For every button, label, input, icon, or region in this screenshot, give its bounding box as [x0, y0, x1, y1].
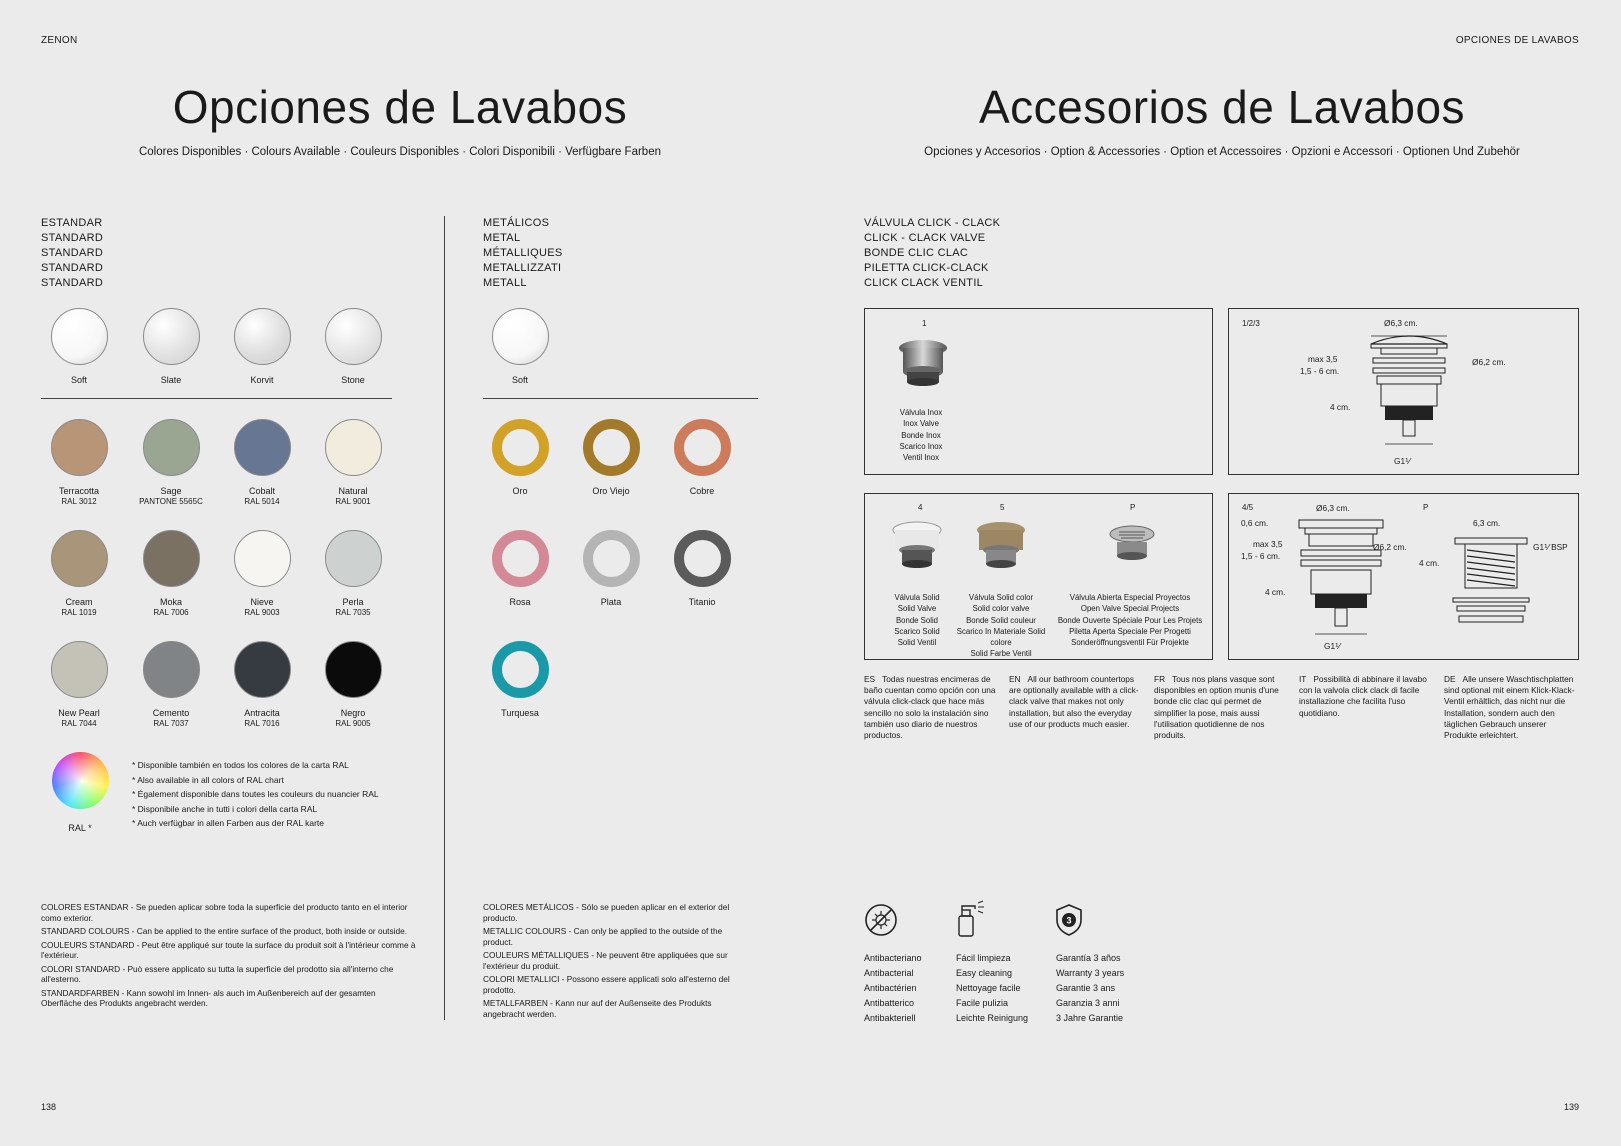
caption-line: Open Valve Special Projects: [1080, 604, 1180, 614]
open-valve-image: [1107, 522, 1157, 566]
divider: [41, 398, 392, 399]
left-page-subtitle: Colores Disponibles · Colours Available · Couleurs Disponibles · Colori Disponibili · Verfügbare Farben: [138, 146, 661, 158]
dim-small: 0,6 cm.: [1241, 518, 1269, 528]
ral-swatch: [10, 752, 150, 834]
caption-line: Piletta Aperta Speciale Per Progetti: [1069, 626, 1191, 636]
right-page-title: Accesorios de Lavabos: [978, 81, 1466, 133]
caption-line: Bonde Solid couleur: [966, 615, 1036, 625]
swatch-code: RAL 7016: [244, 719, 280, 728]
color-dot: [325, 530, 382, 587]
color-dot: [51, 419, 108, 476]
open-valve-caption: [1048, 592, 1212, 648]
ral-note: * Également disponible dans toutes les couleurs du nuancier RAL: [132, 789, 379, 799]
inox-valve-caption: [870, 407, 972, 463]
color-dot: [51, 308, 108, 365]
fine-print-line: METALLFARBEN - Kann nur auf der Außenseite des Produkts angebracht werden.: [483, 998, 712, 1019]
heading-line: METAL: [483, 232, 521, 244]
dim-thread: G1⅟: [1394, 456, 1410, 466]
color-dot: [234, 530, 291, 587]
language-text: Possibilità di abbinare il lavabo con la valvola click clack di facile installazione che facilita l'uso quotidiano.: [1299, 674, 1427, 718]
caption-line: Válvula Solid color: [968, 593, 1034, 602]
feature-label: Leichte Reinigung: [956, 1013, 1029, 1023]
section-name: OPCIONES DE LAVABOS: [1455, 35, 1579, 46]
color-dot: [234, 419, 291, 476]
page-number-right: 139: [1563, 1102, 1579, 1112]
feature-labels: [1056, 951, 1124, 1026]
swatch-name: Perla: [342, 597, 364, 607]
fine-print-line: COLORES METÁLICOS - Sólo se pueden aplicar en el exterior del producto.: [483, 902, 730, 923]
swatch-name: New Pearl: [58, 708, 100, 718]
color-dot: [325, 641, 382, 698]
spray-bottle-icon: [955, 900, 989, 940]
ral-label: RAL *: [68, 823, 92, 833]
feature-label: Antibakteriell: [864, 1013, 916, 1023]
heading-line: PILETTA CLICK-CLACK: [864, 262, 989, 274]
metal-ring: [492, 641, 549, 698]
brand-name: ZENON: [41, 35, 78, 46]
language-code: ES: [864, 674, 876, 684]
language-code: IT: [1299, 674, 1307, 684]
dim-top: Ø6,3 cm.: [1316, 503, 1350, 513]
metal-ring: [492, 419, 549, 476]
swatch-name: Slate: [160, 375, 182, 385]
caption-line: Válvula Solid: [894, 593, 940, 602]
color-dot: [143, 308, 200, 365]
box-number: 4/5: [1242, 503, 1254, 512]
color-dot: [234, 641, 291, 698]
swatch-name: Sage: [160, 486, 182, 496]
antibacterial-icon: [864, 903, 898, 937]
dim-max: max 3,5: [1308, 354, 1338, 364]
language-block: [1444, 674, 1577, 741]
caption-line: Bonde Inox: [901, 430, 941, 440]
metal-ring: [674, 419, 731, 476]
swatch-name: Cobre: [689, 486, 715, 496]
column-divider: [444, 216, 445, 1020]
solid-valve-image: [889, 518, 945, 578]
color-swatch: [283, 419, 423, 507]
color-dot: [325, 419, 382, 476]
box-number: 5: [1000, 503, 1005, 512]
caption-line: Válvula Inox: [899, 408, 943, 417]
swatch-code: RAL 9003: [244, 608, 280, 617]
heading-line: METÁLICOS: [483, 217, 550, 229]
caption-line: Bonde Ouverte Spéciale Pour Les Projets: [1057, 615, 1203, 625]
metal-ring: [492, 530, 549, 587]
swatch-name: Oro: [512, 486, 528, 496]
color-dot: [51, 641, 108, 698]
dim-p-thread: G1⅟ BSP: [1533, 542, 1568, 552]
color-swatch: [283, 641, 423, 729]
color-swatch: [283, 308, 423, 386]
swatch-name: Stone: [341, 375, 365, 385]
language-code: DE: [1444, 674, 1456, 684]
language-code: FR: [1154, 674, 1166, 684]
feature-label: Fácil limpieza: [956, 953, 1011, 963]
swatch-name: Moka: [159, 597, 182, 607]
heading-line: BONDE CLIC CLAC: [864, 247, 969, 259]
swatch-code: RAL 3012: [61, 497, 97, 506]
right-page-subtitle: Opciones y Accesorios · Option & Accessories · Option et Accessoires · Opzioni e Accessori · Optionen Und Zubehör: [924, 146, 1520, 158]
ral-note: * Disponible también en todos los colores de la carta RAL: [132, 760, 349, 770]
feature-label: Garanzia 3 anni: [1056, 998, 1120, 1008]
swatch-name: Cream: [65, 597, 93, 607]
language-code: EN: [1009, 674, 1021, 684]
left-page-title: Opciones de Lavabos: [172, 81, 628, 133]
swatch-name: Antracita: [244, 708, 280, 718]
fine-print-line: COLORES ESTANDAR - Se pueden aplicar sobre toda la superficie del producto tanto en el interior como exterior.: [41, 902, 408, 923]
color-dot: [143, 641, 200, 698]
heading-line: STANDARD: [41, 262, 104, 274]
caption-line: Sonderöffnungsventil Für Projekte: [1071, 638, 1189, 648]
page-number-left: 138: [41, 1102, 57, 1112]
feature-label: Antibatterico: [864, 998, 915, 1008]
feature-label: Facile pulizia: [956, 998, 1009, 1008]
valve-box-solid: [864, 493, 1213, 660]
swatch-name: Korvit: [250, 375, 274, 385]
caption-line: Solid Farbe Ventil: [970, 649, 1032, 659]
language-block: [1009, 674, 1142, 730]
swatch-name: Negro: [340, 708, 366, 718]
feature-label: Antibacterial: [864, 968, 914, 978]
feature-label: Easy cleaning: [956, 968, 1013, 978]
metal-ring: [583, 419, 640, 476]
feature-label: Nettoyage facile: [956, 983, 1021, 993]
box-number: 4: [918, 503, 923, 512]
caption-line: Scarico In Materiale Solid colore: [956, 626, 1046, 648]
standard-fine-print: [41, 902, 416, 1012]
caption-line: Scarico Inox: [899, 441, 943, 451]
dim-right: Ø6,2 cm.: [1472, 357, 1506, 367]
swatch-code: RAL 9005: [335, 719, 371, 728]
feature-labels: [864, 951, 922, 1026]
swatch-code: RAL 7006: [153, 608, 189, 617]
heading-line: METALLIZZATI: [483, 262, 562, 274]
metal-fine-print: [483, 902, 743, 1022]
box-number: 1: [922, 319, 927, 328]
valve-diagram-box: [1228, 308, 1579, 475]
caption-line: Solid Valve: [897, 604, 937, 614]
dim-p-height: 4 cm.: [1419, 558, 1440, 568]
feature-label: Garantie 3 ans: [1056, 983, 1116, 993]
valve-diagram-box-2: [1228, 493, 1579, 660]
caption-line: Ventil Inox: [903, 453, 939, 463]
swatch-code: RAL 5014: [244, 497, 280, 506]
swatch-code: PANTONE 5565C: [139, 497, 203, 506]
caption-line: Solid Ventil: [897, 638, 937, 648]
swatch-code: RAL 7035: [335, 608, 371, 617]
swatch-name: Cobalt: [248, 486, 275, 496]
fine-print-line: COULEURS STANDARD - Peut être appliqué sur toute la surface du produit soit à l'intérieur comme à l'extérieur.: [41, 939, 416, 960]
feature-label: Garantía 3 años: [1056, 953, 1121, 963]
swatch-code: RAL 1019: [61, 608, 97, 617]
box-number: P: [1423, 503, 1429, 512]
solid-valve-diagram: [1291, 512, 1391, 652]
swatch-code: RAL 7044: [61, 719, 97, 728]
heading-line: STANDARD: [41, 232, 104, 244]
ral-notes: [132, 758, 379, 831]
swatch-name: Nieve: [250, 597, 274, 607]
color-swatch: [283, 530, 423, 618]
swatch-name: Titanio: [688, 597, 716, 607]
caption-line: Bonde Solid: [895, 615, 939, 625]
color-dot: [325, 308, 382, 365]
box-number: 1/2/3: [1242, 319, 1260, 328]
feature-label: Antibacteriano: [864, 953, 922, 963]
color-dot: [51, 530, 108, 587]
solid-color-valve-caption: [949, 592, 1053, 660]
dim-height: 4 cm.: [1330, 402, 1351, 412]
color-swatch: [632, 530, 772, 608]
feature-label: 3 Jahre Garantie: [1056, 1013, 1124, 1023]
heading-line: STANDARD: [41, 247, 104, 259]
language-text: Todas nuestras encimeras de baño cuentan como opción con una válvula click-clack que hace más sencillo no solo la instalación sino también uso diario de nuestros productos.: [864, 674, 996, 741]
language-block: [864, 674, 997, 741]
caption-line: Inox Valve: [903, 419, 939, 429]
metal-heading: [483, 216, 563, 291]
heading-line: CLICK - CLACK VALVE: [864, 232, 986, 244]
swatch-name: Oro Viejo: [592, 486, 630, 496]
dim-height: 4 cm.: [1265, 587, 1286, 597]
solid-color-valve-image: [973, 518, 1029, 578]
swatch-name: Rosa: [509, 597, 531, 607]
fine-print-line: COULEURS MÉTALLIQUES - Ne peuvent être appliquées que sur l'extérieur du produit.: [483, 950, 728, 971]
ral-note: * Auch verfügbar in allen Farben aus der RAL karte: [132, 818, 324, 828]
heading-line: STANDARD: [41, 277, 104, 289]
heading-line: ESTANDAR: [41, 217, 103, 229]
color-dot: [492, 308, 549, 365]
open-valve-diagram: [1451, 534, 1531, 634]
metal-ring: [674, 530, 731, 587]
feature-labels: [956, 951, 1028, 1026]
fine-print-line: COLORI STANDARD - Può essere applicato su tutta la superficie del prodotto sia all'interno che all'esterno.: [41, 963, 394, 984]
ral-note: * Also available in all colors of RAL chart: [132, 774, 284, 785]
heading-line: METALL: [483, 277, 527, 289]
dim-range: 1,5 - 6 cm.: [1300, 366, 1340, 376]
fine-print-line: METALLIC COLOURS - Can only be applied to the outside of the product.: [483, 926, 723, 947]
color-dot: [143, 419, 200, 476]
dim-thread: G1⅟: [1324, 641, 1340, 651]
standard-heading: [41, 216, 103, 291]
metal-ring: [583, 530, 640, 587]
fine-print-line: STANDARDFARBEN - Kann sowohl im Innen- als auch im Außenbereich auf der gesamten Oberfläche des Produkts angebracht werden.: [41, 987, 376, 1008]
dim-max: max 3,5: [1253, 539, 1283, 549]
box-number: P: [1130, 503, 1136, 512]
language-block: [1154, 674, 1287, 741]
swatch-code: RAL 7037: [153, 719, 189, 728]
feature-label: Antibactérien: [864, 983, 917, 993]
heading-line: VÁLVULA CLICK - CLACK: [864, 217, 1001, 229]
swatch-name: Soft: [70, 375, 87, 385]
valve-box-inox: [864, 308, 1213, 475]
color-swatch: [450, 308, 590, 386]
heading-line: CLICK CLACK VENTIL: [864, 277, 984, 289]
fine-print-line: COLORI METALLICI - Possono essere applicati solo all'esterno del prodotto.: [483, 974, 730, 995]
shield-icon: [1054, 903, 1084, 937]
language-text: Alle unsere Waschtischplatten sind optional mit einem Klick-Klack-Ventil erhältlich, das nicht nur die Installation, sondern auch den täglichen Gebrauch unserer Produkte erleichtert.: [1444, 674, 1575, 741]
swatch-name: Cemento: [152, 708, 190, 718]
shield-badge: 3: [1066, 915, 1072, 926]
swatch-name: Natural: [338, 486, 368, 496]
dim-range: 1,5 - 6 cm.: [1241, 551, 1281, 561]
divider: [483, 398, 758, 399]
valve-heading: [864, 216, 1000, 291]
caption-line: Válvula Abierta Especial Proyectos: [1069, 593, 1191, 602]
language-text: All our bathroom countertops are optionally available with a click-clack valve that makes not only installation, but also the everyday use of our products much easier.: [1009, 674, 1139, 729]
ral-note: * Disponibile anche in tutti i colori della carta RAL: [132, 803, 318, 814]
language-text: Tous nos plans vasque sont disponibles en option munis d'une bonde clic clac qui permet de simplifier la pose, mais aussi l'utilisation quotidienne de nos produits.: [1154, 674, 1279, 741]
color-dot: [234, 308, 291, 365]
dim-top: Ø6,3 cm.: [1384, 318, 1418, 328]
swatch-name: Soft: [511, 375, 528, 385]
caption-line: Scarico Solid: [894, 626, 940, 636]
ral-color-wheel: [52, 752, 109, 809]
swatch-name: Terracotta: [58, 486, 100, 496]
color-swatch: [632, 419, 772, 497]
swatch-code: RAL 9001: [335, 497, 371, 506]
dim-p-top: 6,3 cm.: [1473, 518, 1501, 528]
language-block: [1299, 674, 1432, 719]
swatch-name: Turquesa: [501, 708, 539, 718]
color-swatch: [450, 641, 590, 719]
feature-label: Warranty 3 years: [1056, 968, 1125, 978]
heading-line: MÉTALLIQUES: [483, 247, 563, 259]
caption-line: Solid color valve: [972, 604, 1030, 614]
fine-print-line: STANDARD COLOURS - Can be applied to the entire surface of the product, both inside or outside.: [41, 926, 408, 936]
swatch-name: Plata: [600, 597, 622, 607]
valve-diagram: [1359, 324, 1459, 464]
color-dot: [143, 530, 200, 587]
dim-right: Ø6,2 cm.: [1373, 542, 1407, 552]
inox-valve-image: [893, 334, 953, 394]
